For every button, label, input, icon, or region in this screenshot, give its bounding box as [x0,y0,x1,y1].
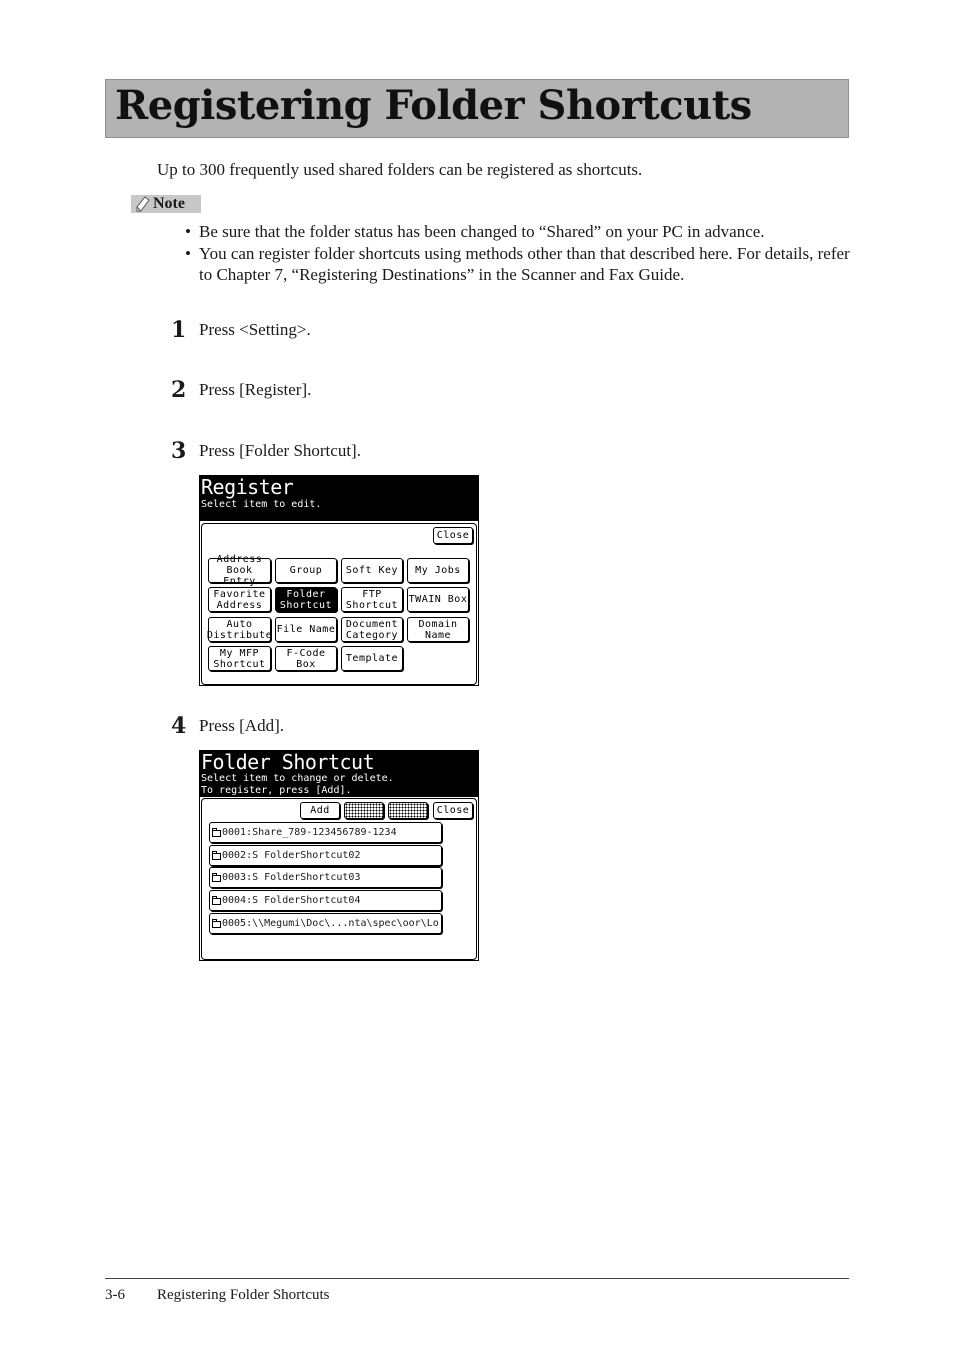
register-screen [199,475,479,686]
favorite-address-button[interactable]: Favorite Address [208,587,271,612]
step-number: 2 [171,377,187,403]
folder-screen-title: Folder Shortcut [201,750,375,774]
folder-shortcut-header [200,751,478,797]
scroll-up-button[interactable] [344,802,384,819]
page-number: 3-6 [105,1287,125,1303]
folder-shortcut-label: 0004:S FolderShortcut04 [222,895,361,906]
footer-divider [105,1278,849,1279]
folder-screen-subtitle: Select item to change or delete. [201,773,394,784]
intro-text: Up to 300 frequently used shared folders can be registered as shortcuts. [157,160,643,179]
folder-shortcut-row[interactable] [209,822,442,843]
step-text: Press [Folder Shortcut]. [199,441,361,460]
step-text: Press [Add]. [199,716,284,735]
ftp-shortcut-button[interactable]: FTP Shortcut [341,587,403,612]
register-screen-subtitle: Select item to edit. [201,499,322,510]
note-item: • Be sure that the folder status has been changed to “Shared” on your PC in advance. [185,221,865,243]
folder-icon [212,851,221,860]
step-text: Press [Register]. [199,380,312,399]
f-code-box-button[interactable]: F-Code Box [275,646,337,671]
folder-shortcut-label: 0001:Share_789-123456789-1234 [222,827,397,838]
my-mfp-shortcut-button[interactable]: My MFP Shortcut [208,646,271,671]
register-screen-title: Register [201,475,294,499]
address-book-entry-button[interactable]: Address Book Entry [208,558,271,583]
template-button[interactable]: Template [341,646,403,671]
folder-icon [212,896,221,905]
note-label: Note [153,195,185,212]
twain-box-button[interactable]: TWAIN Box [407,587,469,612]
folder-shortcut-panel [201,798,477,960]
step-number: 3 [171,438,187,464]
file-name-button[interactable]: File Name [275,617,337,642]
domain-name-button[interactable]: Domain Name [407,617,469,642]
note-badge [131,195,201,213]
folder-icon [212,873,221,882]
folder-shortcut-row[interactable] [209,890,442,911]
folder-shortcut-label: 0005:\\Megumi\Doc\...nta\spec\oor\Lo [222,918,439,929]
scroll-down-button[interactable] [388,802,428,819]
add-button[interactable]: Add [300,802,340,819]
auto-distribute-button[interactable]: Auto Distribute [206,618,273,641]
register-header [200,476,478,521]
folder-icon [212,919,221,928]
step-number: 4 [171,713,187,739]
note-item: • You can register folder shortcuts using methods other than that described here. For details, refer to Chapter 7, “Registering Destinations” in the Scanner and Fax Guide. [185,243,865,286]
document-category-button[interactable]: Document Category [341,617,403,642]
soft-key-button[interactable]: Soft Key [341,558,403,583]
close-button[interactable]: Close [433,527,473,544]
register-panel [201,523,477,685]
folder-icon [212,828,221,837]
folder-shortcut-row[interactable] [209,867,442,888]
page-title: Registering Folder Shortcuts [115,82,752,129]
folder-shortcut-label: 0002:S FolderShortcut02 [222,850,361,861]
note-list [185,221,865,286]
folder-shortcut-row[interactable] [209,845,442,866]
folder-shortcut-screen [199,750,479,961]
folder-screen-subtitle: To register, press [Add]. [201,785,352,796]
pencil-icon [136,196,150,212]
my-jobs-button[interactable]: My Jobs [407,558,469,583]
step-text: Press <Setting>. [199,320,311,339]
step-number: 1 [171,317,187,343]
group-button[interactable]: Group [275,558,337,583]
footer-section-title: Registering Folder Shortcuts [157,1287,330,1303]
folder-shortcut-label: 0003:S FolderShortcut03 [222,872,361,883]
title-bar [105,79,849,138]
folder-shortcut-row[interactable] [209,913,442,934]
close-button[interactable]: Close [433,802,473,819]
folder-shortcut-button[interactable]: Folder Shortcut [275,587,337,612]
